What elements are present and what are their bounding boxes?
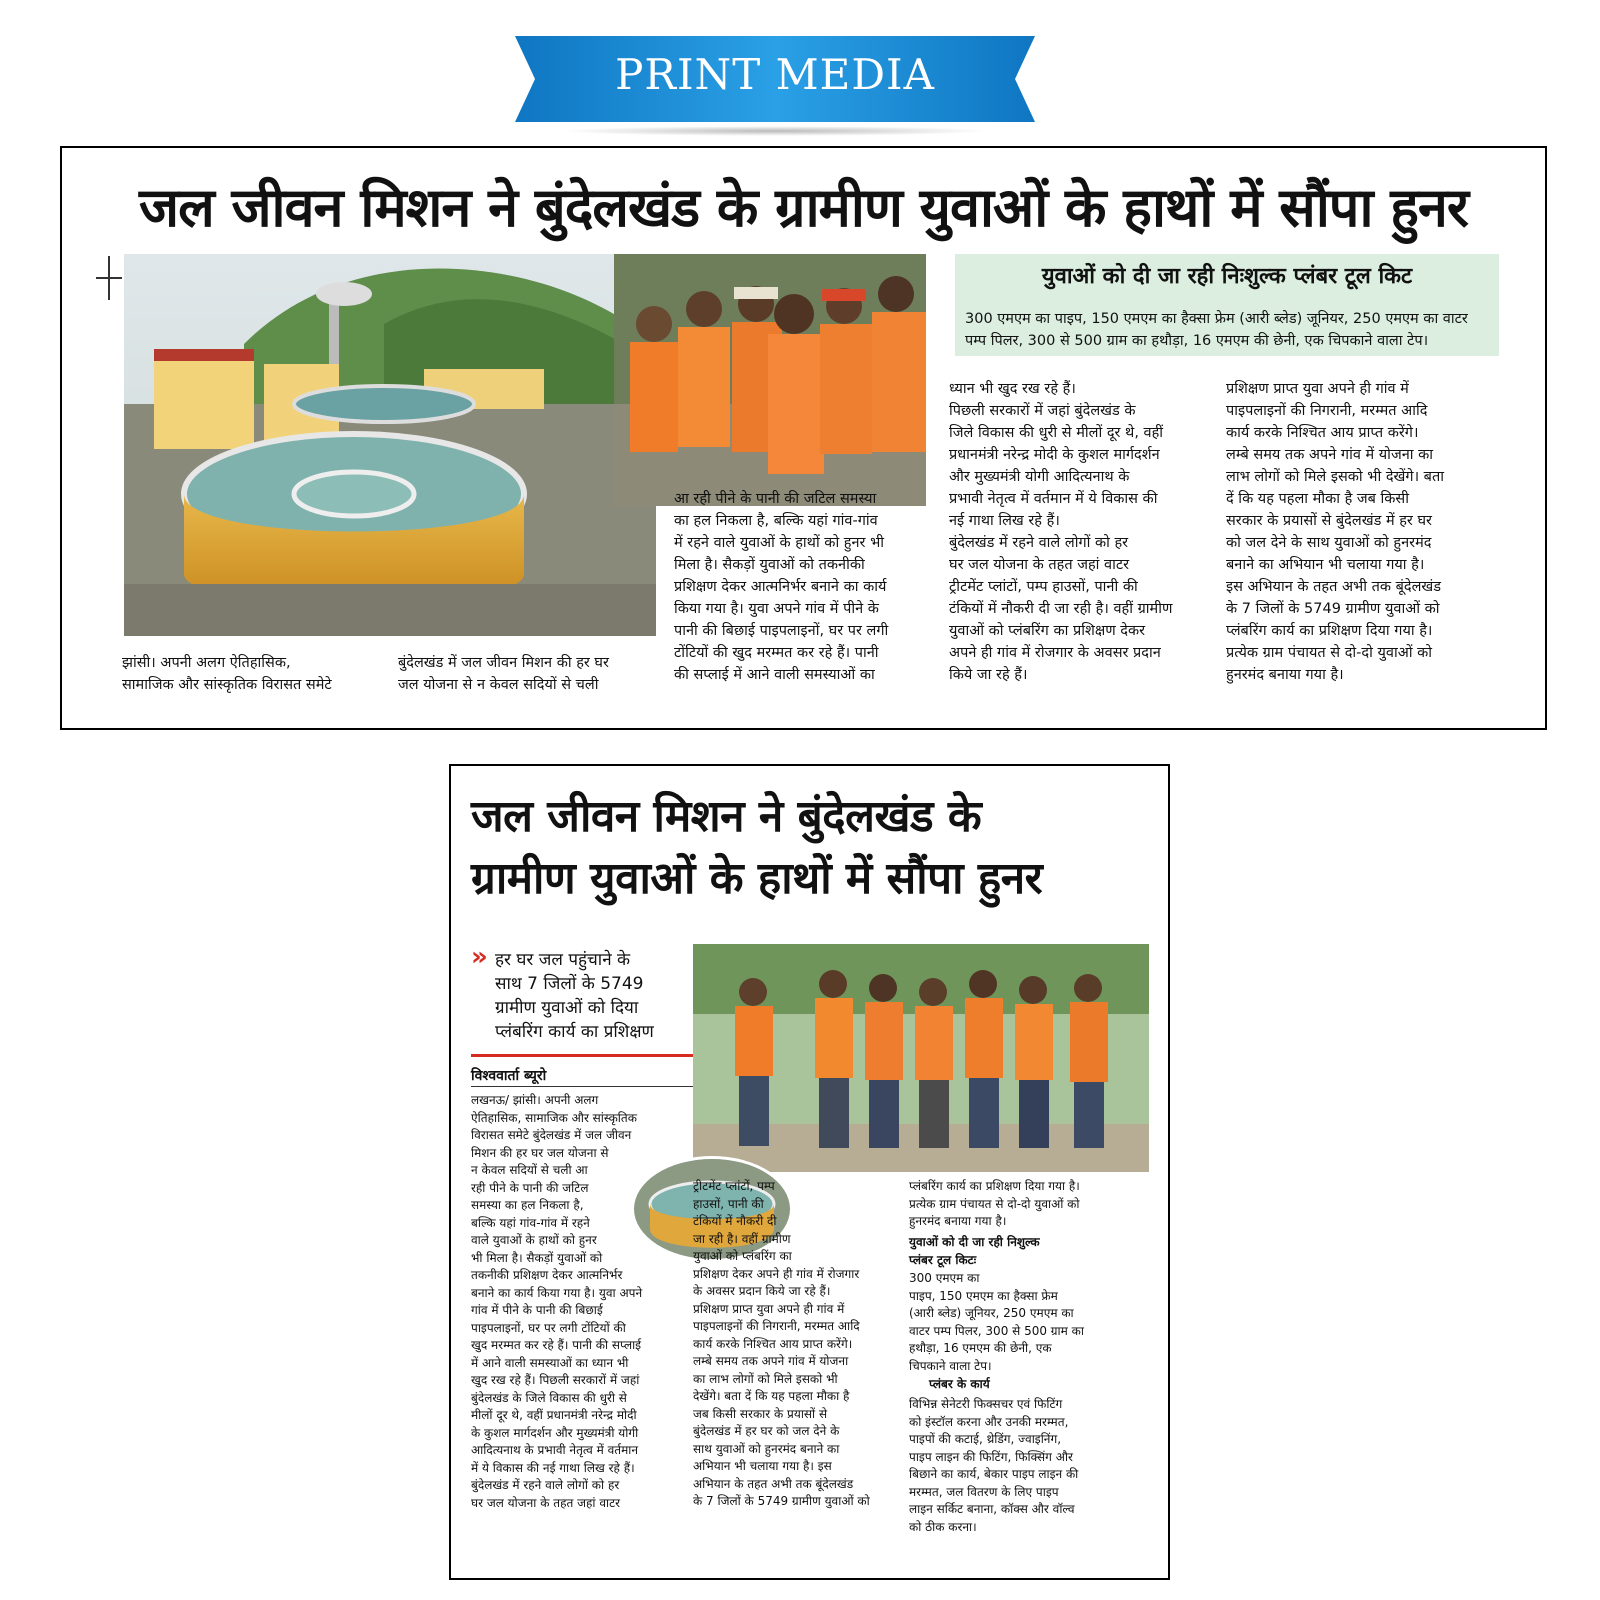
banner-shadow bbox=[560, 126, 990, 136]
banner-title: PRINT MEDIA bbox=[615, 50, 935, 99]
clipping2-headline: जल जीवन मिशन ने बुंदेलखंड के ग्रामीण युवाओं के हाथों में सौंपा हुनर bbox=[471, 791, 1043, 904]
tool-kit-details: 300 एमएम का पाइप, 150 एमएम का हैक्सा फ्रेम (आरी ब्लेड) जूनियर, 250 एमएम का वाटर पम्प पिलर, 300 से 500 ग्राम का हथौड़ा, 16 एमएम की छेनी, एक चिपकाने वाला टेप। bbox=[909, 1271, 1084, 1373]
clipping2-column-1: लखनऊ/ झांसी। अपनी अलग ऐतिहासिक, सामाजिक और सांस्कृतिक विरासत समेटे बुंदेलखंड में जल जीवन मिशन की हर घर जल योजना से न केवल सदियों से चली आ रही पीने के पानी की जटिल समस्या का हल निकला है, बल्कि यहां गांव-गांव में रहने वाले युवाओं के हाथों को हुनर भी मिला है। सैकड़ों युवाओं को तकनीकी प्रशिक्षण देकर आत्मनिर्भर बनाने का कार्य किया गया है। युवा अपने गांव में पीने के पानी की बिछाई पाइपलाइनों, घर पर लगी टोंटियों की खुद मरम्मत कर रहे हैं। पानी की सप्लाई में आने वाली समस्याओं का ध्यान भी खुद रख रहे हैं। पिछली सरकारों में जहां बुंदेलखंड के जिले विकास की धुरी से मीलों दूर थे, वहीं प्रधानमंत्री नरेन्द्र मोदी के कुशल मार्गदर्शन और मुख्यमंत्री योगी आदित्यनाथ के प्रभावी नेतृत्व में वर्तमान में ये विकास की नई गाथा लिख रहे हैं। बुंदेलखंड में रहने वाले लोगों को हर घर जल योजना के तहत जहां वाटर bbox=[471, 1093, 643, 1510]
plumber-work-details: विभिन्न सेनेटरी फिक्सचर एवं फिटिंग को इंस्टॉल करना और उनकी मरम्मत, पाइपों की कटाई, थ्रेडिंग, ज्वाइनिंग, पाइप लाइन की फिटिंग, फिक्सिंग और बिछाने का कार्य, बेकार पाइप लाइन की मरम्मत, जल वितरण के लिए पाइप लाइन सर्किट बनाना, कॉक्स और वॉल्व को ठीक करना। bbox=[909, 1397, 1079, 1534]
tagline-chevron-icon: » bbox=[471, 942, 488, 972]
news-clipping-2 bbox=[449, 764, 1170, 1580]
clipping1-column-3: आ रही पीने के पानी की जटिल समस्या का हल निकला है, बल्कि यहां गांव-गांव में रहने वाले युवाओं के हाथों को हुनर भी मिला है। सैकड़ों युवाओं को तकनीकी प्रशिक्षण देकर आत्मनिर्भर बनाने का कार्य किया गया है। युवा अपने गांव में पीने के पानी की बिछाई पाइपलाइनों, घर पर लगी टोंटियों की खुद मरम्मत कर रहे हैं। पानी की सप्लाई में आने वाली समस्याओं का bbox=[674, 491, 889, 683]
workers-group-photo bbox=[693, 944, 1149, 1172]
tool-kit-text: 300 एमएम का पाइप, 150 एमएम का हैक्सा फ्रेम (आरी ब्लेड) जूनियर, 250 एमएम का वाटर पम्प पिलर, 300 से 500 ग्राम का हथौड़ा, 16 एमएम की छेनी, एक चिपकाने वाला टेप। bbox=[965, 311, 1468, 349]
byline: विश्ववार्ता ब्यूरो bbox=[471, 1068, 547, 1084]
clipping1-headline: जल जीवन मिशन ने बुंदेलखंड के ग्रामीण युवाओं के हाथों में सौंपा हुनर bbox=[139, 176, 1468, 239]
clipping2-tagline: हर घर जल पहुंचाने के साथ 7 जिलों के 5749 ग्रामीण युवाओं को दिया प्लंबरिंग कार्य का प्रशिक्षण bbox=[495, 950, 654, 1042]
tool-kit-box bbox=[955, 254, 1499, 356]
crop-mark-icon bbox=[96, 256, 122, 300]
tool-kit-subheading: युवाओं को दी जा रही निशुल्क प्लंबर टूल किटः bbox=[909, 1235, 1040, 1267]
clipping1-column-2: बुंदेलखंड में जल जीवन मिशन की हर घर जल योजना से न केवल सदियों से चली bbox=[398, 655, 609, 693]
clipping2-column-2: ट्रीटमेंट प्लांटों, पम्प हाउसों, पानी की टंकियों में नौकरी दी जा रही है। वहीं ग्रामीण युवाओं को प्लंबरिंग का प्रशिक्षण देकर अपने ही गांव में रोजगार के अवसर प्रदान किये जा रहे हैं। प्रशिक्षण प्राप्त युवा अपने ही गांव में पाइपलाइनों की निगरानी, मरम्मत आदि कार्य करके निश्चित आय प्राप्त करेंगे। लम्बे समय तक अपने गांव में योजना का लाभ लोगों को मिले इसको भी देखेंगे। बता दें कि यह पहला मौका है जब किसी सरकार के प्रयासों से बुंदेलखंड में हर घर को जल देने के साथ युवाओं को हुनरमंद बनाने का अभियान भी चलाया गया है। इस अभियान के तहत अभी तक बूंदेलखंड के 7 जिलों के 5749 ग्रामीण युवाओं को bbox=[693, 1179, 870, 1508]
byline-divider bbox=[471, 1086, 693, 1087]
tool-kit-heading: युवाओं को दी जा रही निःशुल्क प्लंबर टूल किट bbox=[1041, 264, 1413, 289]
plumber-work-heading: प्लंबर के कार्य bbox=[929, 1377, 990, 1391]
clipping2-column-3: प्लंबरिंग कार्य का प्रशिक्षण दिया गया है। प्रत्येक ग्राम पंचायत से दो-दो युवाओं को हुनरमंद बनाया गया है। bbox=[909, 1179, 1080, 1228]
clipping1-column-1: झांसी। अपनी अलग ऐतिहासिक, सामाजिक और सांस्कृतिक विरासत समेटे bbox=[122, 655, 332, 693]
tagline-divider bbox=[471, 1054, 693, 1057]
print-media-banner bbox=[515, 36, 1035, 122]
clipping1-column-5: प्रशिक्षण प्राप्त युवा अपने ही गांव में पाइपलाइनों की निगरानी, मरम्मत आदि कार्य करके निश्चित आय प्राप्त करेंगे। लम्बे समय तक अपने गांव में योजना का लाभ लोगों को मिले इसको भी देखेंगे। बता दें कि यह पहला मौका है जब किसी सरकार के प्रयासों से बुंदेलखंड में हर घर को जल देने के साथ युवाओं को हुनरमंद बनाने का अभियान भी चलाया गया है। इस अभियान के तहत अभी तक बूंदेलखंड के 7 जिलों के 5749 ग्रामीण युवाओं को प्लंबरिंग कार्य का प्रशिक्षण दिया गया है। प्रत्येक ग्राम पंचायत से दो-दो युवाओं को हुनरमंद बनाया गया है। bbox=[1226, 381, 1444, 683]
water-treatment-plant-photo bbox=[124, 254, 656, 636]
clipping1-column-4: ध्यान भी खुद रख रहे हैं। पिछली सरकारों में जहां बुंदेलखंड के जिले विकास की धुरी से मीलों दूर थे, वहीं प्रधानमंत्री नरेन्द्र मोदी के कुशल मार्गदर्शन और मुख्यमंत्री योगी आदित्यनाथ के प्रभावी नेतृत्व में वर्तमान में ये विकास की नई गाथा लिख रहे हैं। बुंदेलखंड में रहने वाले लोगों को हर घर जल योजना के तहत जहां वाटर ट्रीटमेंट प्लांटों, पम्प हाउसों, पानी की टंकियों में नौकरी दी जा रही है। वहीं ग्रामीण युवाओं को प्लंबरिंग का प्रशिक्षण देकर अपने ही गांव में रोजगार के अवसर प्रदान किये जा रहे हैं। bbox=[949, 381, 1173, 683]
workers-photo bbox=[614, 254, 926, 506]
news-clipping-1 bbox=[60, 146, 1547, 730]
